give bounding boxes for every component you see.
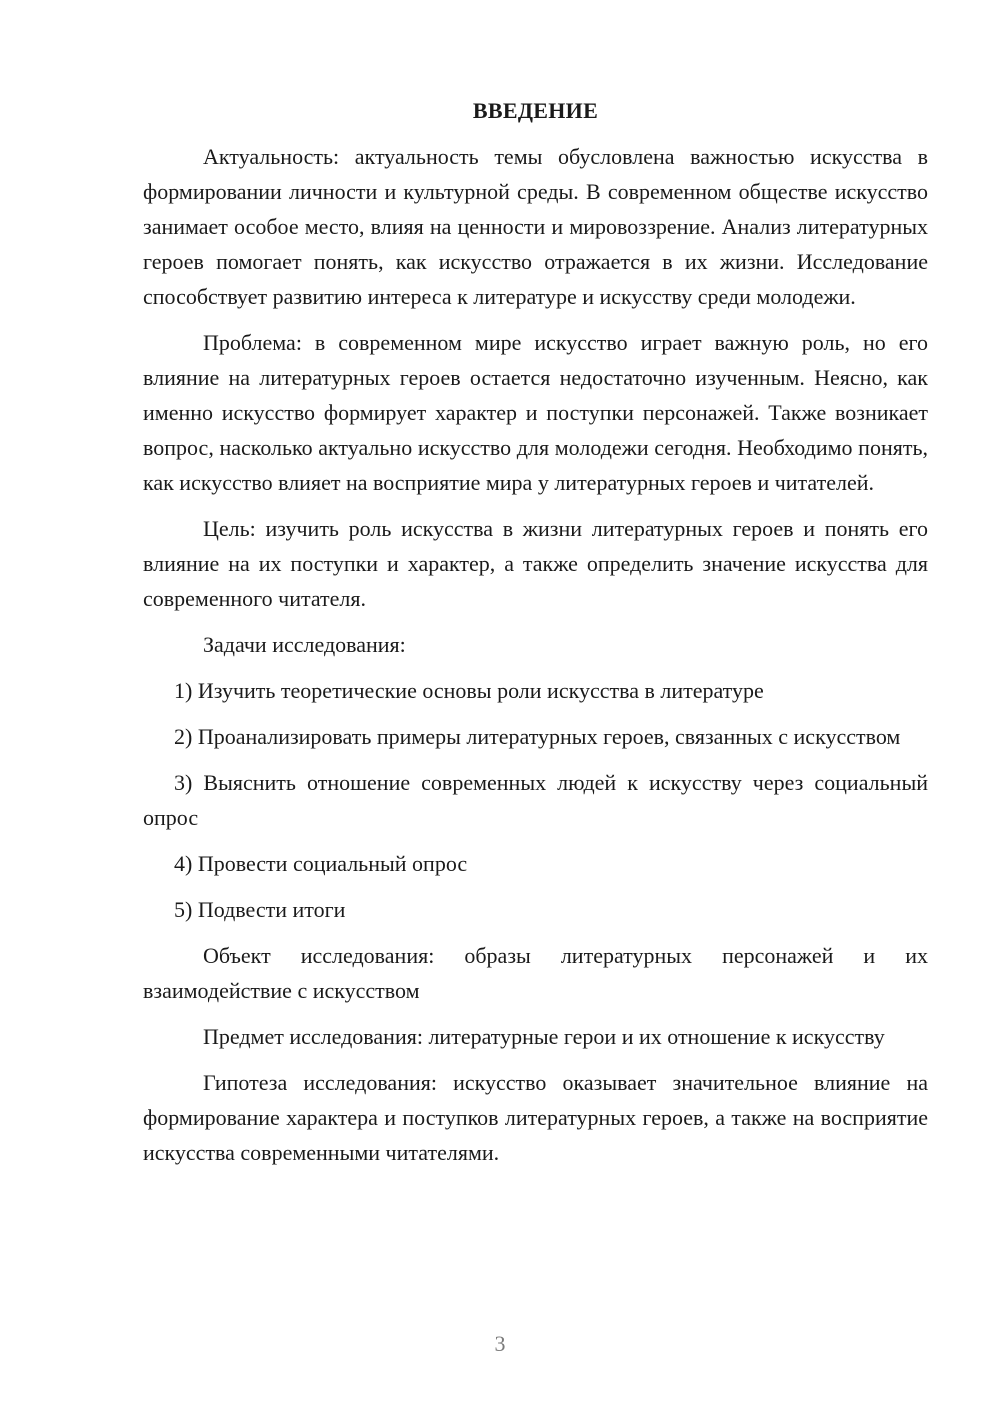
task-item-4: 4) Провести социальный опрос <box>174 851 468 876</box>
task-item-1: 1) Изучить теоретические основы роли искусства в литературе <box>174 678 764 703</box>
object-paragraph: Объект исследования: образы литературных персонажей и их взаимодействие с искусством <box>143 943 928 1003</box>
goal-paragraph: Цель: изучить роль искусства в жизни литературных героев и понять его влияние на их поступки и характер, а также определить значение искусства для современного читателя. <box>143 516 928 611</box>
problem-paragraph: Проблема: в современном мире искусство играет важную роль, но его влияние на литературных героев остается недостаточно изученным. Неясно, как именно искусство формирует характер и поступки персонажей. Также возникает вопрос, насколько актуально искусство для молодежи сегодня. Необходимо понять, как искусство влияет на восприятие мира у литературных героев и читателей. <box>143 330 928 495</box>
tasks-heading: Задачи исследования: <box>203 632 406 657</box>
hypothesis-paragraph: Гипотеза исследования: искусство оказывает значительное влияние на формирование характера и поступков литературных героев, а также на восприятие искусства современными читателями. <box>143 1070 928 1165</box>
relevance-paragraph: Актуальность: актуальность темы обусловлена важностью искусства в формировании личности и культурной среды. В современном обществе искусство занимает особое место, влияя на ценности и мировоззрение. Анализ литературных героев помогает понять, как искусство отражается в их жизни. Исследование способствует развитию интереса к литературе и искусству среди молодежи. <box>143 144 928 309</box>
task-item-2: 2) Проанализировать примеры литературных героев, связанных с искусством <box>174 724 901 749</box>
document-page <box>143 93 928 1181</box>
page-number: 3 <box>494 1331 506 1356</box>
task-item-3: 3) Выяснить отношение современных людей к искусству через социальный опрос <box>143 770 928 830</box>
subject-paragraph: Предмет исследования: литературные герои и их отношение к искусству <box>203 1024 885 1049</box>
task-item-5: 5) Подвести итоги <box>174 897 346 922</box>
page-title: ВВЕДЕНИЕ <box>472 98 599 123</box>
